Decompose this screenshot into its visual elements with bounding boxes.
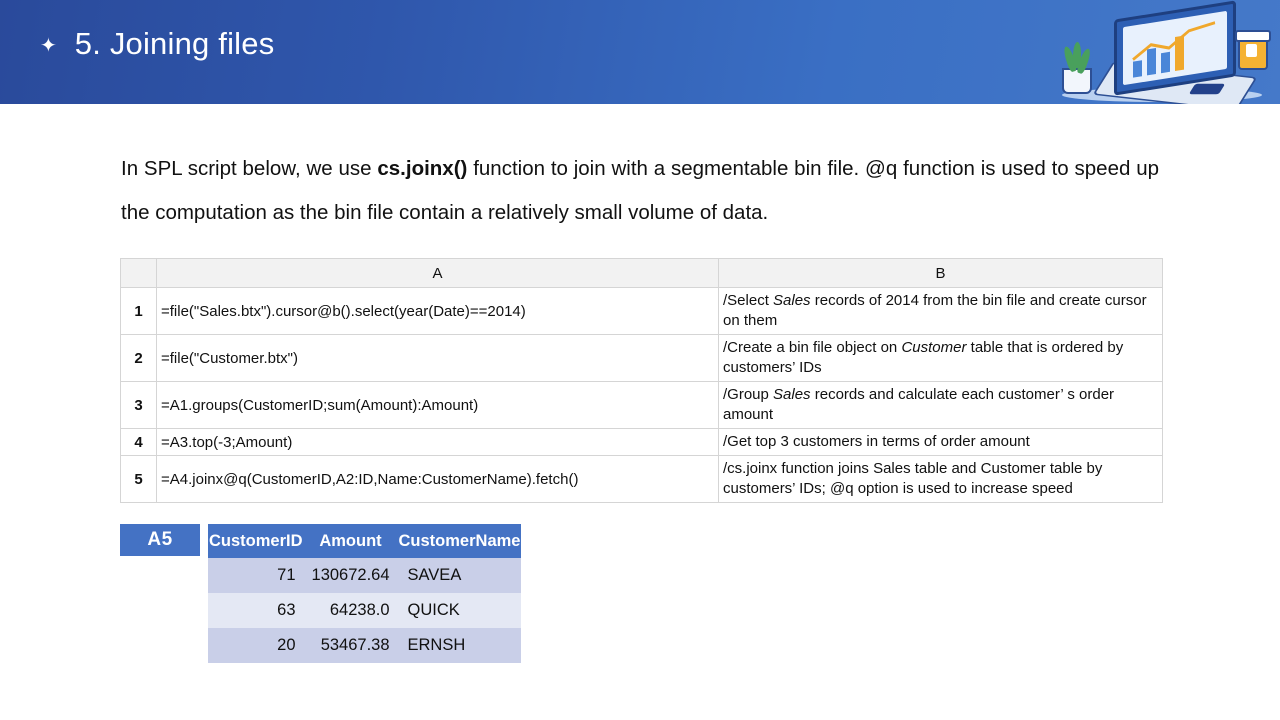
result-column-header-amount: Amount	[304, 524, 398, 558]
column-header-a: A	[157, 259, 719, 288]
paragraph-part-2: function to join with a segmentable bin file. @q function is used to speed up the computation as the bin file contain a relatively small volume of data.	[121, 156, 1160, 224]
chart-trend-line-icon	[1131, 20, 1217, 64]
column-header-index	[121, 259, 157, 288]
result-table	[208, 524, 521, 663]
table-row	[121, 382, 1163, 429]
cell-a4-code: =A3.top(-3;Amount)	[157, 429, 719, 456]
result-cell-customername: QUICK	[398, 593, 522, 628]
result-header-row	[208, 524, 521, 558]
cell-a5-code: =A4.joinx@q(CustomerID,A2:ID,Name:CustomerName).fetch()	[157, 456, 719, 503]
comment-text-post: table that is ordered by customers’ IDs	[723, 339, 1124, 376]
row-index: 4	[121, 429, 157, 456]
table-header-row	[121, 259, 1163, 288]
comment-text-pre: /Group	[723, 386, 774, 403]
spl-script-table	[120, 258, 1163, 503]
comment-text-emphasis: Customer	[901, 339, 967, 356]
comment-text-pre: /Get top 3 customers in terms of order amount	[723, 433, 1030, 450]
result-column-header-customername: CustomerName	[398, 524, 522, 558]
table-row	[208, 628, 521, 663]
result-cell-customerid: 63	[208, 593, 304, 628]
cell-a1-code: =file("Sales.btx").cursor@b().select(year(Date)==2014)	[157, 288, 719, 335]
comment-text-post: records of 2014 from the bin file and create cursor on them	[723, 292, 1147, 329]
row-index: 3	[121, 382, 157, 429]
table-row	[121, 288, 1163, 335]
row-index: 2	[121, 335, 157, 382]
paragraph-part-1: In SPL script below, we use	[121, 156, 378, 180]
sparkle-bullet-icon: ✦	[40, 35, 57, 57]
cell-b4-comment	[719, 429, 1163, 456]
cell-b3-comment	[719, 382, 1163, 429]
result-cell-customername: ERNSH	[398, 628, 522, 663]
row-index: 5	[121, 456, 157, 503]
cell-a2-code: =file("Customer.btx")	[157, 335, 719, 382]
result-column-header-customerid: CustomerID	[208, 524, 304, 558]
table-row	[121, 335, 1163, 382]
body-paragraph	[121, 147, 1159, 235]
table-row	[208, 558, 521, 593]
cell-a3-code: =A1.groups(CustomerID;sum(Amount):Amount)	[157, 382, 719, 429]
table-row	[121, 456, 1163, 503]
comment-text-post: records and calculate each customer’ s order amount	[723, 386, 1115, 423]
result-cell-amount: 130672.64	[304, 558, 398, 593]
result-cell-customerid: 20	[208, 628, 304, 663]
row-index: 1	[121, 288, 157, 335]
header-title-row	[40, 26, 274, 62]
page-title: 5. Joining files	[74, 26, 275, 61]
result-cell-amount: 64238.0	[304, 593, 398, 628]
result-cell-label: A5	[120, 524, 200, 556]
laptop-chart-illustration	[1042, 2, 1272, 104]
comment-text-emphasis: Sales	[773, 386, 811, 403]
result-cell-customername: SAVEA	[398, 558, 522, 593]
comment-text-emphasis: Sales	[773, 292, 811, 309]
table-row	[208, 593, 521, 628]
laptop-screen-content	[1123, 11, 1227, 85]
comment-text-pre: /Create a bin file object on	[723, 339, 902, 356]
cell-b2-comment	[719, 335, 1163, 382]
comment-text-pre: /Select	[723, 292, 774, 309]
comment-text-pre: /cs.joinx function joins Sales table and Customer table by customers’ IDs; @q option is used to increase speed	[723, 460, 1103, 497]
result-cell-amount: 53467.38	[304, 628, 398, 663]
column-header-b: B	[719, 259, 1163, 288]
coffee-cup-lid	[1235, 30, 1271, 42]
table-row	[121, 429, 1163, 456]
cell-b5-comment	[719, 456, 1163, 503]
paragraph-bold-function: cs.joinx()	[377, 156, 468, 180]
coffee-cup-label	[1246, 44, 1257, 57]
result-cell-customerid: 71	[208, 558, 304, 593]
slide-header	[0, 0, 1280, 104]
cell-b1-comment	[719, 288, 1163, 335]
